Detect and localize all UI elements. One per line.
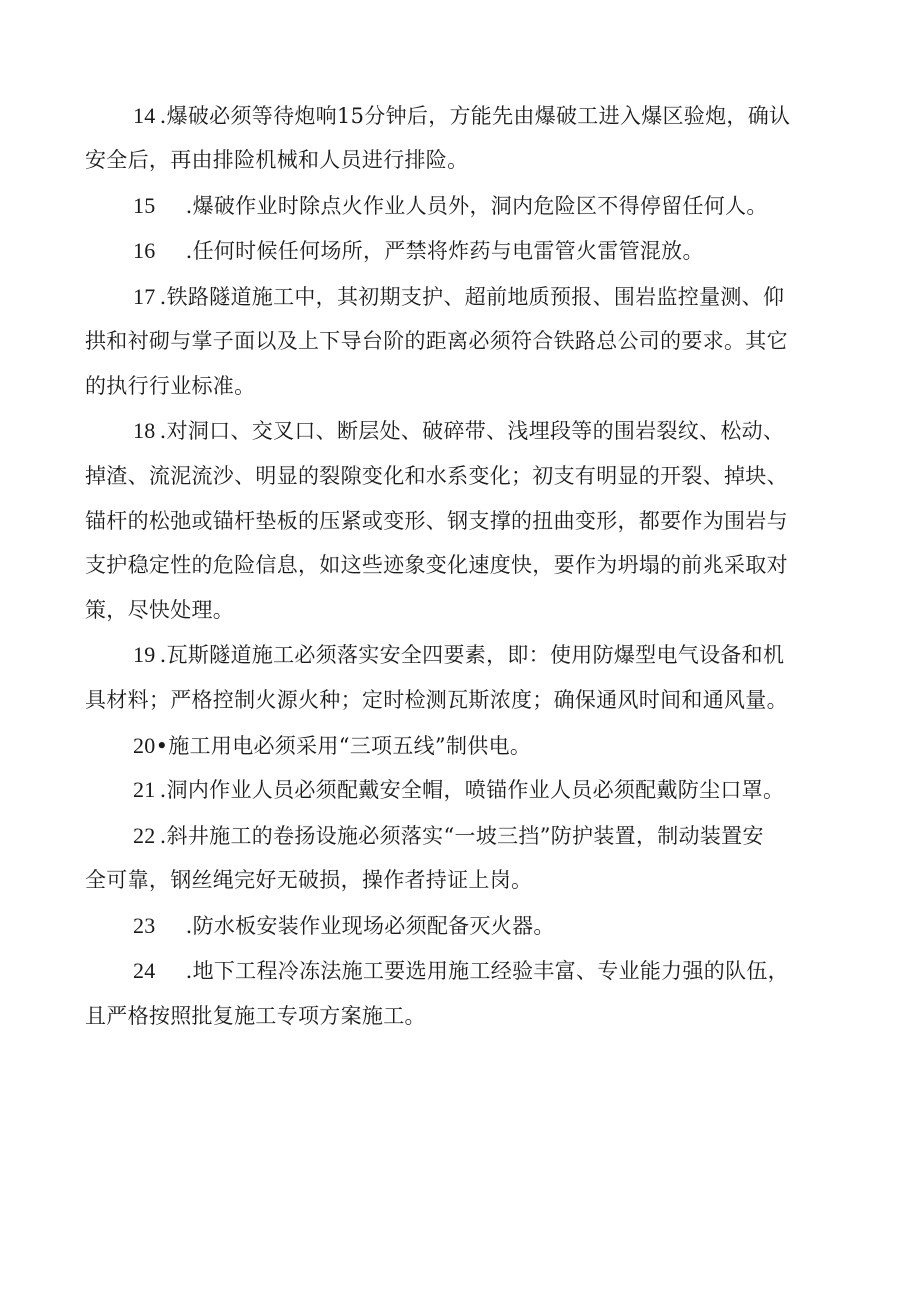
item-text: 安全后，再由排险机械和人员进行排险。 (85, 148, 469, 172)
item-15-line-1 (133, 191, 768, 221)
item-text: .洞内作业人员必须配戴安全帽，喷锚作业人员必须配戴防尘口罩。 (159, 778, 785, 802)
item-text: 掉渣、流泥流沙、明显的裂隙变化和水系变化；初支有明显的开裂、掉块、 (85, 464, 788, 488)
item-24-line-1 (133, 956, 789, 986)
item-text: 具材料；严格控制火源火种；定时检测瓦斯浓度；确保通风时间和通风量。 (85, 688, 788, 712)
item-17-line-3 (85, 371, 255, 401)
item-text: .瓦斯隧道施工必须落实安全四要素，即：使用防爆型电气设备和机 (159, 643, 785, 667)
item-19-line-1 (133, 640, 784, 670)
item-text: 锚杆的松弛或锚杆垫板的压紧或变形、钢支撑的扭曲变形，都要作为围岩与 (85, 509, 788, 533)
item-18-line-2 (85, 461, 788, 491)
item-text: .爆破必须等待炮响15分钟后，方能先由爆破工进入爆区验炮，确认 (159, 104, 791, 128)
item-number: 22 (133, 823, 156, 848)
item-14-line-1 (133, 101, 790, 131)
item-18-line-1 (133, 416, 784, 446)
item-20-line-1 (133, 731, 531, 761)
item-number: 23 (133, 913, 156, 938)
item-number: 15 (133, 193, 156, 218)
item-19-line-2 (85, 685, 788, 715)
item-text: .对洞口、交叉口、断层处、破碎带、浅埋段等的围岩裂纹、松动、 (159, 419, 785, 443)
item-text: .铁路隧道施工中，其初期支护、超前地质预报、围岩监控量测、仰 (159, 285, 785, 309)
item-text: 且严格按照批复施工专项方案施工。 (85, 1004, 426, 1028)
item-22-line-2 (85, 865, 532, 895)
item-17-line-1 (133, 282, 784, 312)
item-16-line-1 (133, 236, 704, 266)
item-text: .任何时候任何场所，严禁将炸药与电雷管火雷管混放。 (185, 239, 704, 263)
item-14-line-2 (85, 145, 468, 175)
item-text: 支护稳定性的危险信息，如这些迹象变化速度快，要作为坍塌的前兆采取对 (85, 553, 788, 577)
item-18-line-4 (85, 550, 788, 580)
item-17-line-2 (85, 326, 788, 356)
item-number: 21 (133, 777, 156, 802)
item-text: .防水板安装作业现场必须配备灭火器。 (185, 914, 555, 938)
item-text: .斜井施工的卷扬设施必须落实“一坡三挡”防护装置，制动装置安 (159, 824, 764, 848)
item-number: 17 (133, 284, 156, 309)
item-text: •施工用电必须采用“三项五线”制供电。 (155, 734, 532, 758)
item-number: 24 (133, 958, 156, 983)
item-text: .地下工程冷冻法施工要选用施工经验丰富、专业能力强的队伍， (185, 959, 789, 983)
item-18-line-5 (85, 595, 234, 625)
item-18-line-3 (85, 506, 788, 536)
item-text: 策，尽快处理。 (85, 598, 235, 622)
item-21-line-1 (133, 775, 784, 805)
item-number: 18 (133, 418, 156, 443)
item-number: 20 (133, 733, 156, 758)
item-text: 拱和衬砌与掌子面以及上下导台阶的距离必须符合铁路总公司的要求。其它 (85, 329, 788, 353)
item-22-line-1 (133, 821, 764, 851)
item-number: 19 (133, 642, 156, 667)
item-23-line-1 (133, 911, 555, 941)
item-number: 14 (133, 103, 156, 128)
item-number: 16 (133, 238, 156, 263)
item-text: 的执行行业标准。 (85, 374, 256, 398)
item-text: 全可靠，钢丝绳完好无破损，操作者持证上岗。 (85, 868, 533, 892)
item-text: .爆破作业时除点火作业人员外，洞内危险区不得停留任何人。 (185, 194, 768, 218)
item-24-line-2 (85, 1001, 426, 1031)
